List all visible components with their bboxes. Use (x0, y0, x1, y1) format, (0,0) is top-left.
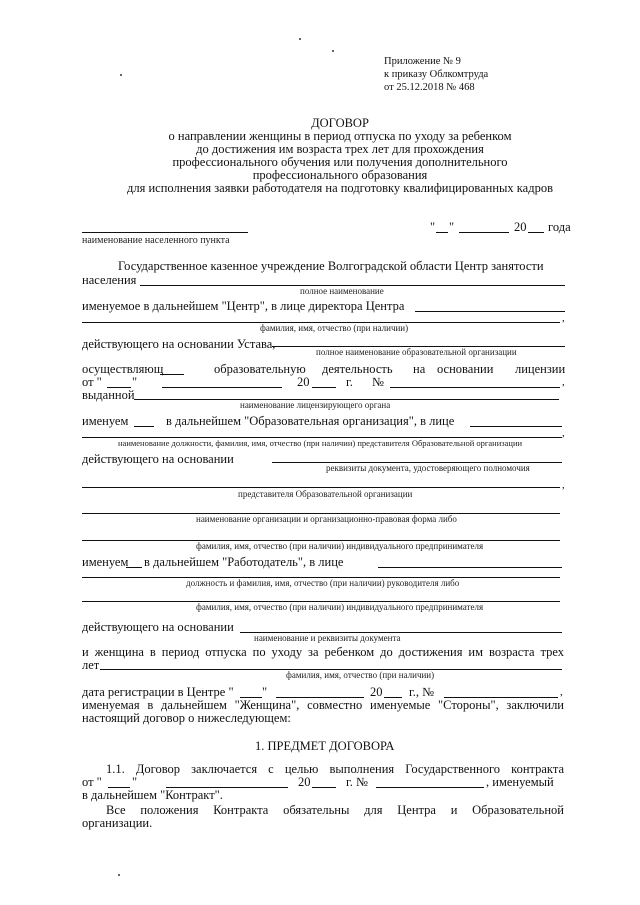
edu-basis-text: действующего на основании (82, 452, 234, 466)
registration-year-prefix: 20 (370, 685, 383, 699)
date-month-field[interactable] (459, 232, 509, 233)
comma: , (562, 312, 565, 324)
comma: , (562, 479, 565, 491)
license-number-field[interactable] (390, 387, 560, 388)
comma: , (560, 686, 563, 698)
license-month-field[interactable] (162, 387, 282, 388)
license-word-6: лицензии (515, 362, 566, 376)
license-word-1: осуществляющ (82, 362, 164, 376)
contract-number-field[interactable] (376, 787, 484, 788)
license-word-2: образовательную (214, 362, 306, 376)
document-title: ДОГОВОР (311, 116, 369, 130)
date-day-field[interactable] (436, 232, 448, 233)
title-line-1: о направлении женщины в период отпуска по уходу за ребенком (168, 129, 512, 143)
edu-rep-field[interactable] (470, 426, 562, 427)
issued-by-text: выданной (82, 388, 135, 402)
appendix-number: Приложение № 9 (384, 56, 461, 67)
appendix-order: к приказу Облкомтруда (384, 69, 489, 80)
license-number-sign: № (372, 375, 384, 389)
license-word-4: на (413, 362, 426, 376)
contract-number-sign: г. № (346, 775, 368, 789)
caption-ip: фамилия, имя, отчество (при наличии) индивидуального предпринимателя (196, 541, 484, 551)
charter-basis-text: действующего на основании Устава, (82, 337, 276, 351)
comma: , (562, 427, 565, 439)
caption-fio: фамилия, имя, отчество (при наличии) (260, 323, 409, 333)
place-field[interactable] (82, 232, 248, 233)
woman-text: и женщина в период отпуска по уходу за ребенком до достижения им возраста трех (82, 645, 564, 659)
woman-text-2: лет (82, 658, 100, 672)
centre-name-line: Государственное казенное учреждение Волгоградской области Центр занятости (118, 259, 544, 273)
section-1-1-text: 1.1. Договор заключается с целью выполнения Государственного контракта (106, 762, 564, 776)
director-name-field[interactable] (415, 311, 565, 312)
date-quote-close: " (449, 220, 455, 234)
caption-licensor: наименование лицензирующего органа (240, 400, 391, 410)
license-year-g: г. (346, 375, 353, 389)
contract-named: , именуемый (486, 775, 554, 789)
date-year-suffix: года (548, 220, 571, 234)
centre-name-line-2: населения (82, 273, 137, 287)
employer-basis-text: действующего на основании (82, 620, 234, 634)
registration-date-text: дата регистрации в Центре " (82, 685, 234, 699)
contract-year-prefix: 20 (298, 775, 311, 789)
license-year-prefix: 20 (297, 375, 310, 389)
contract-year-field[interactable] (312, 787, 336, 788)
caption-fio2: фамилия, имя, отчество (при наличии) (286, 670, 435, 680)
registration-number-sign: г., № (409, 685, 435, 699)
comma: , (562, 376, 565, 388)
date-year-prefix: 20 (514, 220, 527, 234)
section-1-2-text-2: организации. (82, 816, 153, 830)
section-1-2-text: Все положения Контракта обязательны для Центра и Образовательной (106, 803, 564, 817)
caption-full-name: полное наименование (300, 286, 384, 296)
caption-doc: реквизиты документа, удостоверяющего полномочия (326, 463, 530, 473)
employer-named-text: именуем (82, 555, 129, 569)
employer-ending-field[interactable] (126, 567, 142, 568)
caption-org-full: полное наименование образовательной организации (316, 347, 517, 357)
caption-rep2: представителя Образовательной организации (238, 489, 413, 499)
title-line-5: для исполнения заявки работодателя на подготовку квалифицированных кадров (127, 181, 553, 195)
scan-speck (120, 74, 122, 76)
contract-from: от " (82, 775, 102, 789)
section-heading: 1. ПРЕДМЕТ ДОГОВОРА (255, 739, 395, 753)
contract-named-2: в дальнейшем "Контракт". (82, 788, 223, 802)
registration-quote: " (262, 685, 268, 699)
caption-doc2: наименование и реквизиты документа (254, 633, 401, 643)
license-date-from: от " (82, 375, 102, 389)
title-line-2: до достижения им возраста трех лет для прохождения (196, 142, 484, 156)
license-word-5: основании (437, 362, 494, 376)
contract-quote: " (132, 775, 138, 789)
edu-named-text-2: в дальнейшем "Образовательная организация", в лице (166, 414, 455, 428)
title-line-4: профессионального образования (252, 168, 428, 182)
license-year-field[interactable] (312, 387, 336, 388)
title-line-3: профессионального обучения или получения дополнительного (172, 155, 508, 169)
centre-director-text: именуемое в дальнейшем "Центр", в лице директора Центра (82, 299, 405, 313)
edu-ending-field[interactable] (134, 426, 154, 427)
caption-rep: наименование должности, фамилия, имя, отчество (при наличии) представителя Образовательной организации (118, 438, 523, 448)
caption-ip2: фамилия, имя, отчество (при наличии) индивидуального предпринимателя (196, 602, 484, 612)
appendix-date: от 25.12.2018 № 468 (384, 82, 475, 93)
scan-speck (299, 38, 301, 40)
ending-field[interactable] (160, 374, 184, 375)
date-quote-open: " (430, 220, 436, 234)
date-year-field[interactable] (528, 232, 544, 233)
scan-speck (118, 874, 120, 876)
edu-doc-field-2[interactable] (82, 487, 560, 488)
employer-rep-field[interactable] (378, 567, 562, 568)
caption-head: должность и фамилия, имя, отчество (при наличии) руководителя либо (186, 578, 460, 588)
edu-named-text: именуем (82, 414, 129, 428)
parties-text-2: настоящий договор о нижеследующем: (82, 711, 291, 725)
scan-speck (332, 50, 334, 52)
parties-text: именуемая в дальнейшем "Женщина", совместно именуемые "Стороны", заключили (82, 698, 564, 712)
employer-named-text-2: в дальнейшем "Работодатель", в лице (144, 555, 344, 569)
license-date-quote: " (132, 375, 138, 389)
place-caption: наименование населенного пункта (82, 235, 230, 246)
caption-org-form: наименование организации и организационно-правовая форма либо (196, 514, 457, 524)
license-word-3: деятельность (322, 362, 393, 376)
